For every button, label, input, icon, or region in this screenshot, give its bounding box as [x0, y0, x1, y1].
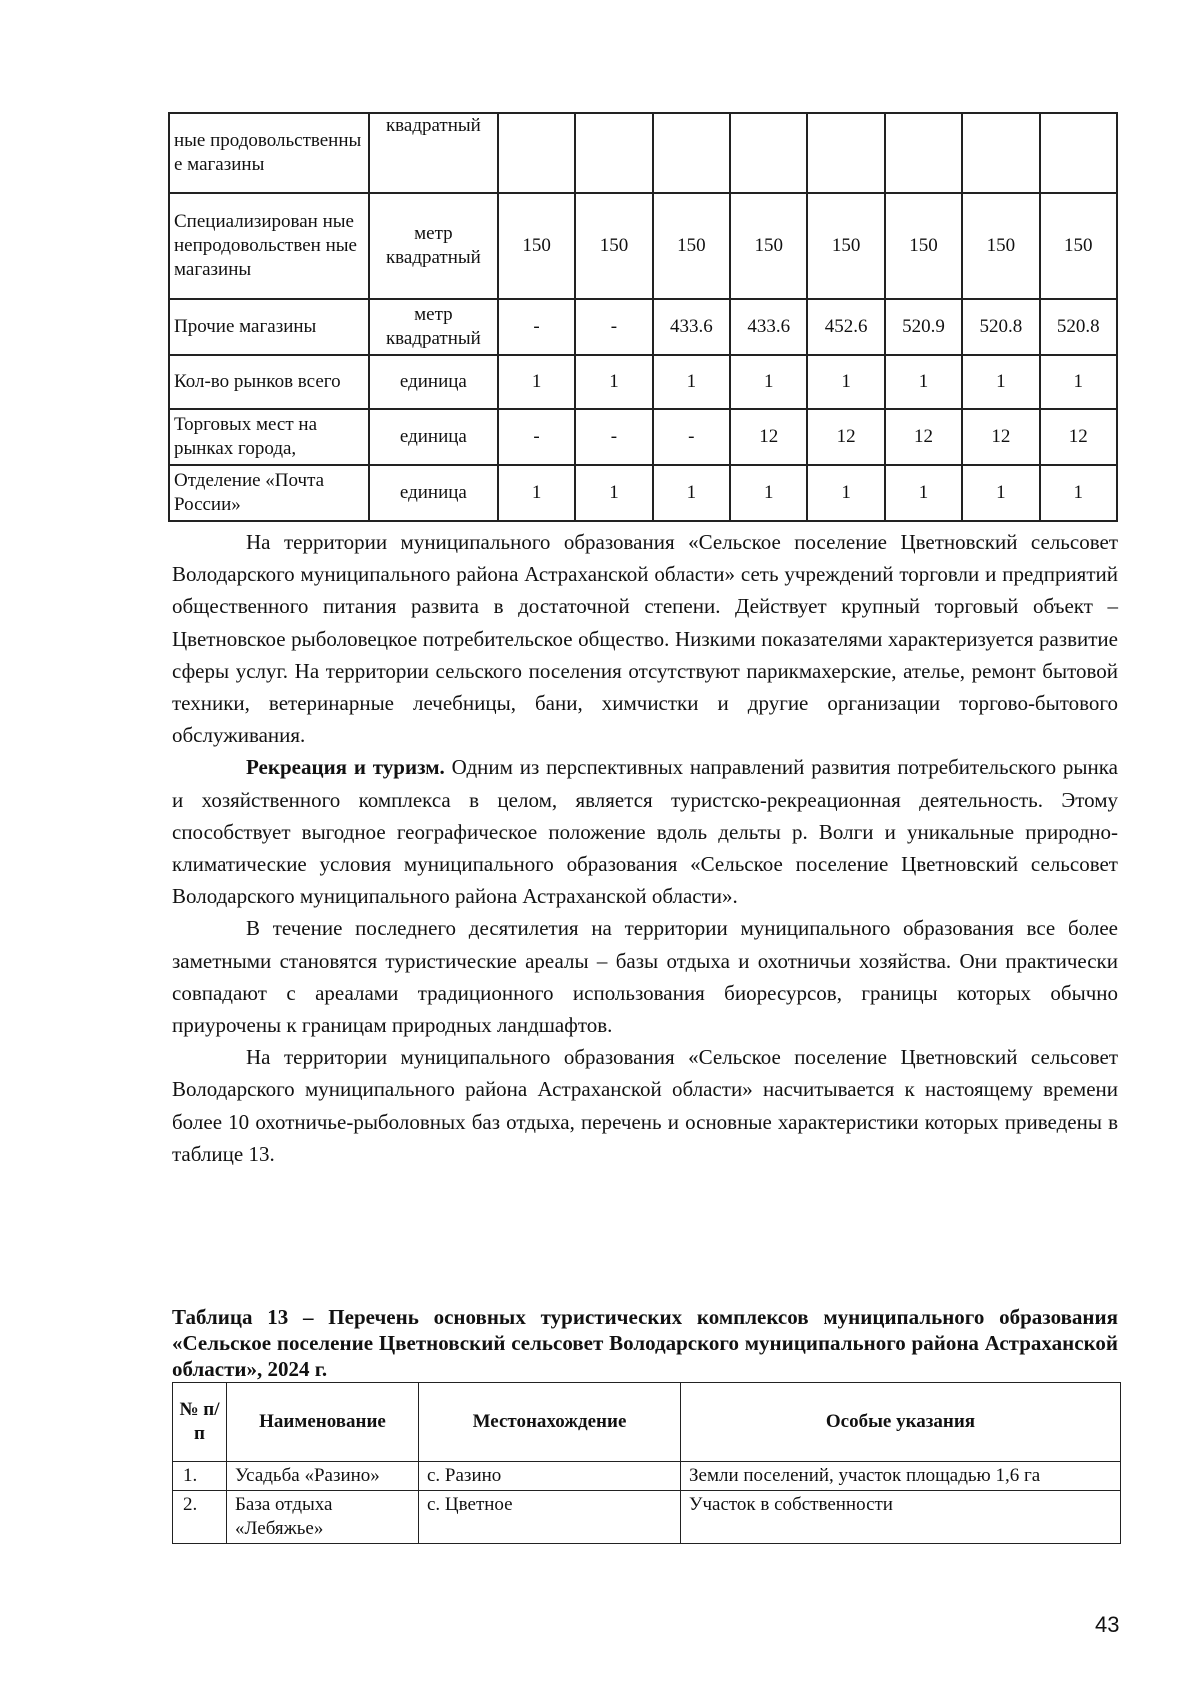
- value-cell: [730, 113, 807, 193]
- table-header-row: [173, 1383, 1121, 1462]
- page-number: 43: [1095, 1612, 1120, 1637]
- value-cell: -: [498, 409, 575, 465]
- value-cell: 1: [498, 355, 575, 409]
- value-cell: 1: [653, 355, 730, 409]
- value-cell: [653, 113, 730, 193]
- row-label: Отделение «Почта России»: [169, 465, 369, 521]
- row-unit: квадратный: [369, 113, 498, 193]
- value-cell: 520.9: [885, 299, 962, 355]
- value-cell: 1: [807, 355, 884, 409]
- row-label: Торговых мест на рынках города,: [169, 409, 369, 465]
- value-cell: 1: [1040, 355, 1118, 409]
- row-location: с. Разино: [419, 1462, 681, 1491]
- row-label: Прочие магазины: [169, 299, 369, 355]
- value-cell: 1: [498, 465, 575, 521]
- value-cell: 1: [962, 355, 1039, 409]
- value-cell: 1: [1040, 465, 1118, 521]
- value-cell: -: [653, 409, 730, 465]
- value-cell: 433.6: [653, 299, 730, 355]
- value-cell: 150: [807, 193, 884, 299]
- row-label: Специализирован ные непродовольствен ные магазины: [169, 193, 369, 299]
- header-num: № п/ п: [173, 1383, 227, 1462]
- row-unit: метр квадратный: [369, 193, 498, 299]
- row-location: с. Цветное: [419, 1491, 681, 1544]
- paragraph-trade: На территории муниципального образования «Сельское поселение Цветновский сельсовет Володарского муниципального района Астраханской области» сеть учреждений торговли и предприятий общественного питания развита в достаточной степени. Действует крупный торговый объект – Цветновское рыболовецкое потребительское общество. Низкими показателями характеризуется развитие сферы услуг. На территории сельского поселения отсутствуют парикмахерские, ателье, ремонт бытовой техники, ветеринарные лечебницы, бани, химчистки и другие организации торгово-бытового обслуживания.: [172, 530, 1118, 748]
- value-cell: 452.6: [807, 299, 884, 355]
- recreation-heading: Рекреация и туризм.: [246, 755, 445, 780]
- value-cell: 1: [575, 465, 652, 521]
- table-row: [173, 1491, 1121, 1544]
- value-cell: 150: [498, 193, 575, 299]
- value-cell: 12: [885, 409, 962, 465]
- value-cell: [498, 113, 575, 193]
- value-cell: 150: [730, 193, 807, 299]
- value-cell: 1: [575, 355, 652, 409]
- table-row: [169, 465, 1117, 521]
- value-cell: 150: [962, 193, 1039, 299]
- value-cell: 12: [730, 409, 807, 465]
- value-cell: 1: [807, 465, 884, 521]
- value-cell: -: [498, 299, 575, 355]
- paragraph-tourist-areas: В течение последнего десятилетия на территории муниципального образования все более заметными становятся туристические ареалы – базы отдыха и охотничьи хозяйства. Они практически совпадают с ареалами традиционного использования биоресурсов, границы которых обычно приурочены к границам природных ландшафтов.: [172, 916, 1118, 1038]
- value-cell: 1: [885, 355, 962, 409]
- services-table: [168, 112, 1118, 522]
- table-row: [169, 409, 1117, 465]
- table-row: [173, 1462, 1121, 1491]
- value-cell: 520.8: [1040, 299, 1118, 355]
- row-number: 1.: [173, 1462, 227, 1491]
- paragraph-recreation: Рекреация и туризм. Одним из перспективных направлений развития потребительского рынка и хозяйственного комплекса в целом, является туристско-рекреационная деятельность. Этому способствует выгодное географическое положение вдоль дельты р. Волги и уникальные природно-климатические условия муниципального образования «Сельское поселение Цветновский сельсовет Володарского муниципального района Астраханской области».: [172, 755, 1118, 909]
- value-cell: 1: [653, 465, 730, 521]
- tourism-table: [172, 1382, 1121, 1544]
- value-cell: [962, 113, 1039, 193]
- body-text: [172, 526, 1118, 1170]
- value-cell: 12: [807, 409, 884, 465]
- table-row: [169, 299, 1117, 355]
- value-cell: 1: [730, 465, 807, 521]
- header-notes: Особые указания: [681, 1383, 1121, 1462]
- value-cell: 12: [962, 409, 1039, 465]
- value-cell: 433.6: [730, 299, 807, 355]
- value-cell: -: [575, 299, 652, 355]
- row-unit: единица: [369, 409, 498, 465]
- row-label: ные продовольственны е магазины: [169, 113, 369, 193]
- value-cell: 150: [885, 193, 962, 299]
- row-label: Кол-во рынков всего: [169, 355, 369, 409]
- value-cell: 12: [1040, 409, 1118, 465]
- value-cell: 150: [575, 193, 652, 299]
- row-unit: единица: [369, 355, 498, 409]
- value-cell: 1: [730, 355, 807, 409]
- table-caption: Таблица 13 – Перечень основных туристических комплексов муниципального образования «Сельское поселение Цветновский сельсовет Володарского муниципального района Астраханской области», 2024 г.: [172, 1305, 1118, 1381]
- value-cell: [1040, 113, 1118, 193]
- value-cell: [575, 113, 652, 193]
- value-cell: 150: [653, 193, 730, 299]
- value-cell: [807, 113, 884, 193]
- value-cell: -: [575, 409, 652, 465]
- row-name: База отдыха «Лебяжье»: [227, 1491, 419, 1544]
- row-notes: Земли поселений, участок площадью 1,6 га: [681, 1462, 1121, 1491]
- paragraph-hunting-bases: На территории муниципального образования «Сельское поселение Цветновский сельсовет Володарского муниципального района Астраханской области» насчитывается к настоящему времени более 10 охотничье-рыболовных баз отдыха, перечень и основные характеристики которых приведены в таблице 13.: [172, 1045, 1118, 1166]
- value-cell: 150: [1040, 193, 1118, 299]
- row-notes: Участок в собственности: [681, 1491, 1121, 1544]
- value-cell: [885, 113, 962, 193]
- row-number: 2.: [173, 1491, 227, 1544]
- row-name: Усадьба «Разино»: [227, 1462, 419, 1491]
- row-unit: единица: [369, 465, 498, 521]
- value-cell: 1: [885, 465, 962, 521]
- header-location: Местонахождение: [419, 1383, 681, 1462]
- table-row: [169, 193, 1117, 299]
- header-name: Наименование: [227, 1383, 419, 1462]
- table-row: [169, 355, 1117, 409]
- row-unit: метр квадратный: [369, 299, 498, 355]
- value-cell: 520.8: [962, 299, 1039, 355]
- value-cell: 1: [962, 465, 1039, 521]
- table-row: [169, 113, 1117, 193]
